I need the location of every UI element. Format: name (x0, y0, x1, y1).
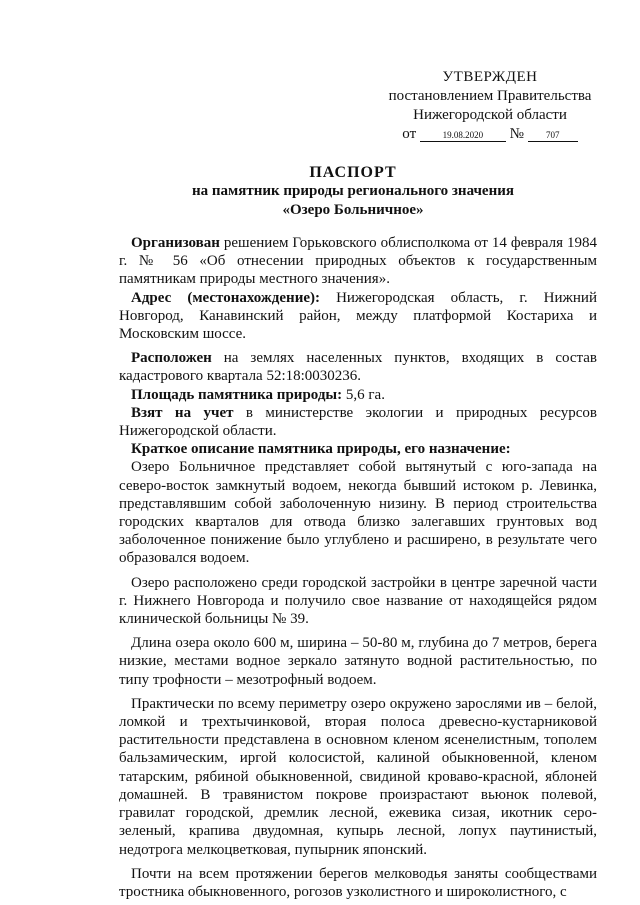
text-located: на землях населенных пунктов, входящих в состав кадастрового квартала 52:18:0030236. (119, 350, 597, 385)
approval-number-sign: № (509, 126, 524, 142)
label-area: Площадь памятника природы: (131, 386, 343, 403)
document-body (119, 234, 597, 901)
paragraph-description-3: Длина озера около 600 м, ширина – 50-80 м, глубина до 7 метров, берега низкие, местами водное зеркало затянуто водной растительностью, по типу трофности – мезотрофный водоем. (119, 635, 597, 688)
approval-block (380, 68, 600, 144)
paragraph-address (119, 289, 597, 344)
label-address: Адрес (местонахождение): (131, 289, 320, 306)
document-heading (118, 163, 588, 220)
approval-from-label: от (402, 126, 417, 142)
paragraph-located (119, 349, 597, 385)
approval-number: 707 (528, 130, 578, 142)
approval-line-1: постановлением Правительства (388, 88, 592, 104)
label-registered: Взят на учет (131, 404, 234, 421)
approval-line-2: Нижегородской области (413, 107, 567, 123)
paragraph-registered (119, 404, 597, 440)
approval-title: УТВЕРЖДЕН (442, 69, 538, 85)
text-registered: в министерстве экологии и природных ресурсов Нижегородской области. (119, 404, 597, 440)
text-organized: решением Горьковского облисполкома от 14 февраля 1984 г. № 56 «Об отнесении природных объектов к государственным памятникам природы местного значения». (119, 235, 597, 288)
document-title: ПАСПОРТ (309, 164, 397, 181)
label-description: Краткое описание памятника природы, его назначение: (131, 441, 511, 458)
paragraph-organized (119, 234, 597, 289)
paragraph-description-heading (119, 440, 597, 458)
label-organized: Организован (131, 235, 220, 251)
document-subtitle: на памятник природы регионального значения (192, 183, 514, 199)
approval-date-row (380, 125, 600, 144)
document-object-name: «Озеро Больничное» (282, 202, 424, 218)
label-located: Расположен (131, 350, 212, 367)
paragraph-description-5: Почти на всем протяжении берегов мелководья заняты сообществами тростника обыкновенного, рогозов узколистного и широколистного, с (119, 865, 597, 900)
approval-date: 19.08.2020 (420, 130, 506, 142)
paragraph-description-2: Озеро расположено среди городской застройки в центре заречной части г. Нижнего Новгорода и получило свое название от находящейся рядом клинической больницы № 39. (119, 574, 597, 628)
paragraph-area (119, 386, 597, 404)
paragraph-description-4: Практически по всему периметру озеро окружено зарослями ив – белой, ломкой и трехтычинковой, вторая полоса древесно-кустарниковой растительности представлена в основном кленом ясенелистным, тополем бальзамическим, иргой колосистой, калиной обыкновенной, кленом татарским, рябиной обыкновенной, свидиной кроваво-красной, яблоней домашней. В травянистом покрове произрастают вьюнок полевой, гравилат городской, дремлик лесной, ежевика сизая, икотник серо-зеленый, крапива двудомная, купырь лесной, лопух паутинистый, недотрога мелкоцветковая, пупырник японский. (119, 695, 597, 858)
text-area: 5,6 га. (342, 386, 385, 403)
text-address: Нижегородская область, г. Нижний Новгород, Канавинский район, между платформой Костариха и Московским шоссе. (119, 289, 597, 343)
paragraph-description-1: Озеро Больничное представляет собой вытянутый с юго-запада на северо-восток замкнутый водоем, некогда бывший истоком р. Левинка, представлявшим собой заболоченную низину. В период строительства городских кварталов для отвода близко залегавших грунтовых вод заболоченное понижение было углублено и расширено, в результате чего образовался водоем. (119, 459, 597, 567)
